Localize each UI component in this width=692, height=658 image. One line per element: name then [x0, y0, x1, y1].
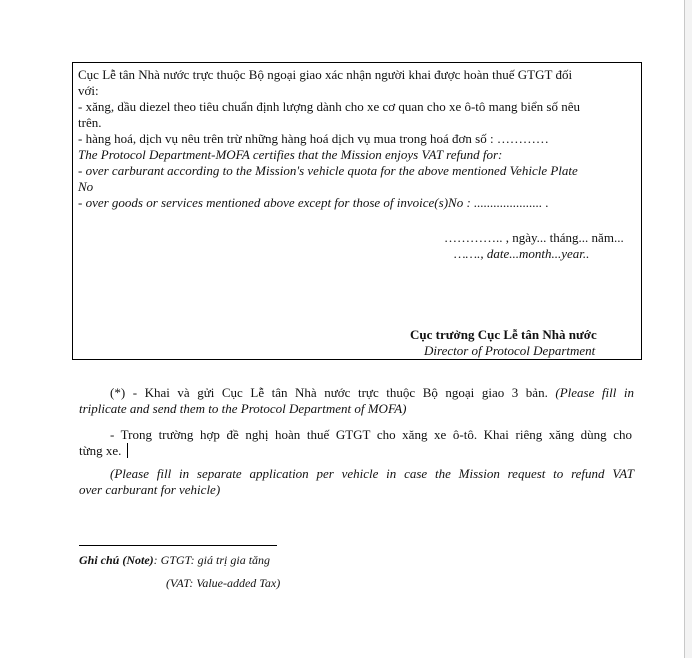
date-line-en: ……., date...month...year..: [454, 246, 590, 261]
note-para-2-line-1: - Trong trường hợp đề nghị hoàn thuế GTGT cho xăng xe ô-tô. Khai riêng xăng dùng cho: [110, 427, 632, 442]
box-line-6: The Protocol Department-MOFA certifies that the Mission enjoys VAT refund for:: [78, 147, 503, 162]
box-line-5: - hàng hoá, dịch vụ nêu trên trừ những hàng hoá dịch vụ mua trong hoá đơn số : …………: [78, 131, 549, 146]
box-line-2: với:: [78, 83, 99, 98]
box-line-1: Cục Lễ tân Nhà nước trực thuộc Bộ ngoại giao xác nhận người khai được hoàn thuế GTGT đối: [78, 67, 573, 82]
note-para-3-line-1: (Please fill in separate application per vehicle in case the Mission request to refund VAT: [110, 466, 634, 481]
footnote-line-2: (VAT: Value-added Tax): [166, 576, 281, 590]
note-para-2-line-2: từng xe.: [79, 443, 122, 458]
note-para-1-line-2: triplicate and send them to the Protocol Department of MOFA): [79, 401, 407, 416]
text-cursor: [127, 443, 128, 458]
note-para-3-line-2: over carburant for vehicle): [79, 482, 221, 497]
box-line-8: No: [78, 179, 94, 194]
signer-title-en: Director of Protocol Department: [424, 343, 596, 358]
footnote-separator: [79, 545, 277, 546]
box-line-7: - over carburant according to the Mission's vehicle quota for the above mentioned Vehicle Plate: [78, 163, 578, 178]
footnote-line-1: Ghi chú (Note): GTGT: giá trị gia tăng: [79, 553, 271, 567]
box-line-4: trên.: [78, 115, 102, 130]
note-para-1-line-1: (*) - Khai và gửi Cục Lễ tân Nhà nước trực thuộc Bộ ngoại giao 3 bản. (Please fill in: [110, 385, 634, 400]
date-line-vi: ………….. , ngày... tháng... năm...: [444, 230, 624, 245]
box-line-3: - xăng, dầu diezel theo tiêu chuẩn định lượng dành cho xe cơ quan cho xe ô-tô mang biển số nêu: [78, 99, 581, 114]
signer-title-vi: Cục trưởng Cục Lễ tân Nhà nước: [410, 327, 597, 342]
box-line-9: - over goods or services mentioned above except for those of invoice(s)No : ..................... .: [78, 195, 549, 210]
